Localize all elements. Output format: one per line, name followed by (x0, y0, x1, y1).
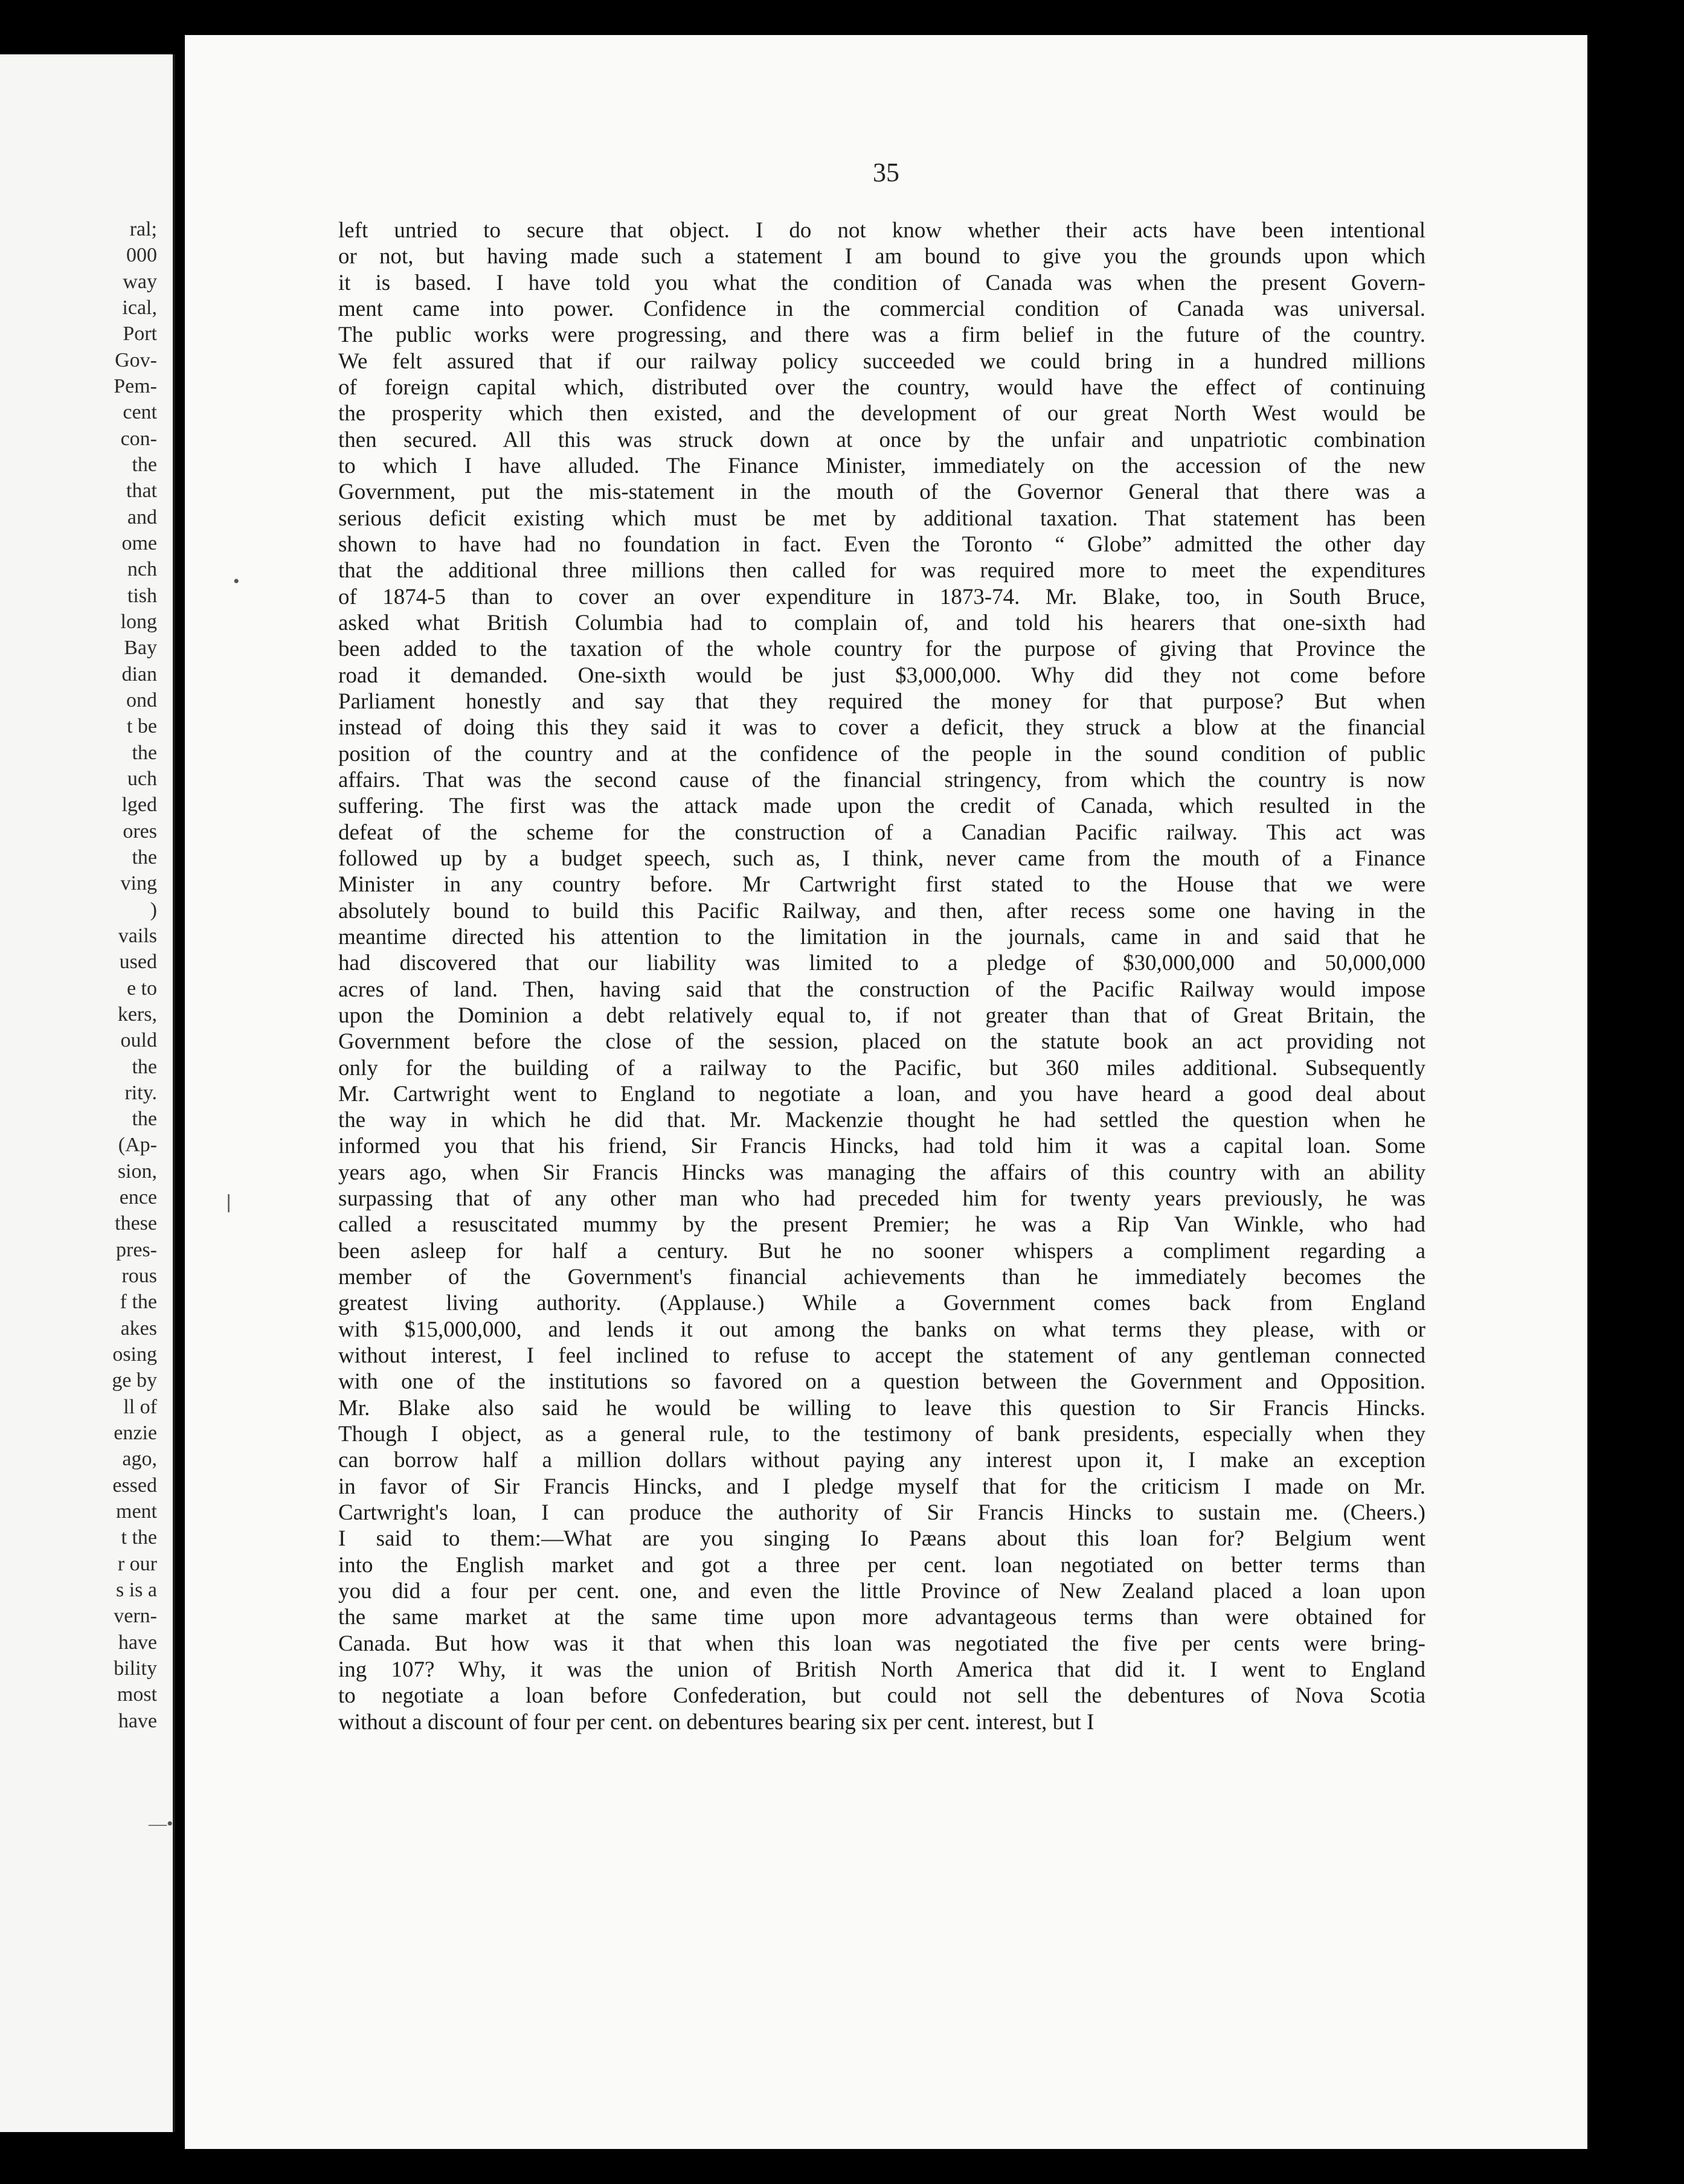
text-line: or not, but having made such a statement I am bound to give you the grounds upon which (338, 244, 1425, 269)
margin-fragment: Pem- (114, 374, 157, 397)
margin-fragment: way (123, 270, 157, 293)
margin-fragment: nch (127, 558, 157, 581)
text-line: ment came into power. Confidence in the commercial condition of Canada was universal. (338, 296, 1425, 321)
margin-mark: —• (149, 1814, 173, 1834)
margin-fragment: rity. (124, 1081, 157, 1104)
margin-fragment: ) (150, 898, 157, 921)
text-line: you did a four per cent. one, and even the little Province of New Zealand placed a loan upon (338, 1579, 1425, 1604)
text-line: Government before the close of the session, placed on the statute book an act providing not (338, 1029, 1425, 1055)
margin-fragment: ving (120, 872, 157, 895)
margin-fragment: 000 (126, 244, 157, 267)
text-line: with one of the institutions so favored on a question between the Government and Opposition. (338, 1369, 1425, 1395)
text-line: been added to the taxation of the whole country for the purpose of giving that Province the (338, 637, 1425, 662)
text-line: without a discount of four per cent. on debentures bearing six per cent. interest, but I (338, 1709, 1094, 1735)
text-line: Canada. But how was it that when this loan was negotiated the five per cents were bring- (338, 1631, 1425, 1656)
margin-fragment: ral; (129, 218, 157, 240)
margin-fragment: kers, (117, 1003, 157, 1026)
text-line: upon the Dominion a debt relatively equal to, if not greater than that of Great Britain, the (338, 1003, 1425, 1028)
margin-fragment: ome (121, 532, 157, 554)
margin-fragment: f the (120, 1291, 157, 1314)
text-line: affairs. That was the second cause of the financial stringency, from which the country is now (338, 767, 1425, 792)
margin-fragment: long (120, 610, 157, 633)
margin-fragment: used (119, 951, 157, 974)
text-line: I said to them:—What are you singing Io Pæans about this loan for? Belgium went (338, 1526, 1425, 1552)
margin-fragment: Bay (124, 637, 157, 660)
text-line: The public works were progressing, and there was a firm belief in the future of the country. (338, 323, 1425, 348)
main-page (149, 35, 1587, 2149)
margin-fragment: rous (121, 1265, 157, 1288)
text-line: followed up by a budget speech, such as, I think, never came from the mouth of a Finance (338, 846, 1425, 871)
margin-fragment: these (115, 1212, 157, 1235)
text-line: the way in which he did that. Mr. Mackenzie thought he had settled the question when he (338, 1108, 1425, 1133)
text-line: into the English market and got a three per cent. loan negotiated on better terms than (338, 1552, 1425, 1578)
text-line: shown to have had no foundation in fact. Even the Toronto “ Globe” admitted the other day (338, 532, 1425, 557)
margin-fragment: Gov- (115, 348, 157, 371)
left-margin-fragments (24, 216, 157, 1734)
margin-fragment: lged (121, 794, 157, 817)
text-line: to which I have alluded. The Finance Minister, immediately on the accession of the new (338, 453, 1425, 478)
margin-fragment: r our (117, 1552, 157, 1575)
text-line: without interest, I feel inclined to refuse to accept the statement of any gentleman connected (338, 1343, 1425, 1369)
margin-fragment: t the (121, 1526, 157, 1549)
margin-fragment: have (118, 1709, 157, 1732)
text-line: road it demanded. One-sixth would be just $3,000,000. Why did they not come before (338, 663, 1425, 688)
margin-fragment: t be (126, 715, 157, 738)
margin-fragment: cent (123, 401, 157, 424)
margin-fragment: Port (123, 323, 157, 345)
text-line: informed you that his friend, Sir Francis Hincks, had told him it was a capital loan. Some (338, 1134, 1425, 1159)
margin-fragment: akes (120, 1317, 157, 1340)
text-line: of foreign capital which, distributed over the country, would have the effect of continuing (338, 374, 1425, 400)
text-line: called a resuscitated mummy by the present Premier; he was a Rip Van Winkle, who had (338, 1212, 1425, 1238)
margin-fragment: most (117, 1683, 157, 1706)
margin-fragment: s is a (116, 1579, 157, 1602)
text-line: only for the building of a railway to the Pacific, but 360 miles additional. Subsequently (338, 1055, 1425, 1081)
text-line: to negotiate a loan before Confederation, but could not sell the debentures of Nova Scotia (338, 1683, 1425, 1709)
text-line: serious deficit existing which must be met by additional taxation. That statement has been (338, 506, 1425, 531)
margin-mark: ❘ (221, 1192, 237, 1212)
text-line: ing 107? Why, it was the union of British North America that did it. I went to England (338, 1657, 1425, 1683)
margin-fragment: con- (120, 427, 157, 450)
margin-fragment: essed (112, 1474, 157, 1497)
text-line: had discovered that our liability was limited to a pledge of $30,000,000 and 50,000,000 (338, 951, 1425, 976)
page-number: 35 (873, 158, 899, 187)
text-line: Though I object, as a general rule, to the testimony of bank presidents, especially when they (338, 1422, 1425, 1447)
margin-fragment: the (132, 741, 157, 764)
text-line: years ago, when Sir Francis Hincks was managing the affairs of this country with an ability (338, 1160, 1425, 1185)
text-line: it is based. I have told you what the condition of Canada was when the present Govern- (338, 270, 1425, 295)
margin-fragment: bility (114, 1657, 157, 1680)
text-line: then secured. All this was struck down at once by the unfair and unpatriotic combination (338, 427, 1425, 452)
text-line: the same market at the same time upon more advantageous terms than were obtained for (338, 1605, 1425, 1630)
margin-fragment: tish (127, 584, 157, 607)
text-line: position of the country and at the confidence of the people in the sound condition of public (338, 741, 1425, 766)
margin-fragment: sion, (117, 1160, 157, 1183)
text-line: with $15,000,000, and lends it out among the banks on what terms they please, with or (338, 1317, 1425, 1342)
text-line: acres of land. Then, having said that the construction of the Pacific Railway would impose (338, 977, 1425, 1002)
text-line: greatest living authority. (Applause.) While a Government comes back from England (338, 1291, 1425, 1316)
text-line: We felt assured that if our railway policy succeeded we could bring in a hundred millions (338, 348, 1425, 374)
text-line: Parliament honestly and say that they required the money for that purpose? But when (338, 689, 1425, 714)
text-line: Minister in any country before. Mr Cartwright first stated to the House that we were (338, 872, 1425, 898)
margin-fragment: the (132, 1108, 157, 1131)
margin-fragment: ment (116, 1500, 157, 1523)
margin-fragment: that (126, 480, 157, 503)
margin-fragment: the (132, 846, 157, 869)
margin-fragment: vern- (114, 1605, 157, 1628)
margin-fragment: dian (121, 663, 157, 686)
text-line: Mr. Blake also said he would be willing to leave this question to Sir Francis Hincks. (338, 1395, 1425, 1421)
margin-fragment: vails (118, 924, 157, 947)
text-line: instead of doing this they said it was to cover a deficit, they struck a blow at the financial (338, 715, 1425, 740)
margin-fragment: ence (119, 1186, 157, 1209)
text-line: asked what British Columbia had to complain of, and told his hearers that one-sixth had (338, 610, 1425, 635)
margin-fragment: ould (120, 1029, 157, 1052)
body-text (338, 217, 1425, 1735)
margin-fragment: uch (127, 767, 157, 790)
text-line: the prosperity which then existed, and the development of our great North West would be (338, 401, 1425, 426)
text-line: that the additional three millions then called for was required more to meet the expenditures (338, 558, 1425, 583)
text-line: Cartwright's loan, I can produce the authority of Sir Francis Hincks to sustain me. (Cheers.) (338, 1500, 1425, 1526)
margin-fragment: ago, (122, 1448, 157, 1471)
margin-fragment: e to (126, 977, 157, 1000)
text-line: can borrow half a million dollars without paying any interest upon it, I make an exception (338, 1448, 1425, 1473)
text-line: absolutely bound to build this Pacific Railway, and then, after recess some one having in the (338, 898, 1425, 923)
margin-fragment: enzie (114, 1422, 157, 1445)
text-line: of 1874-5 than to cover an over expenditure in 1873-74. Mr. Blake, too, in South Bruce, (338, 584, 1425, 609)
margin-fragment: have (118, 1631, 157, 1654)
text-line: left untried to secure that object. I do not know whether their acts have been intentional (338, 218, 1425, 243)
text-line: in favor of Sir Francis Hincks, and I pledge myself that for the criticism I made on Mr. (338, 1474, 1425, 1499)
margin-fragment: (Ap- (118, 1134, 157, 1157)
margin-fragment: ores (123, 820, 157, 843)
text-line: Government, put the mis-statement in the mouth of the Governor General that there was a (338, 480, 1425, 505)
margin-fragment: and (127, 506, 157, 528)
margin-fragment: ical, (122, 296, 157, 319)
text-line: defeat of the scheme for the construction of a Canadian Pacific railway. This act was (338, 820, 1425, 845)
margin-fragment: osing (112, 1343, 157, 1366)
margin-mark: • (233, 571, 240, 591)
text-line: member of the Government's financial achievements than he immediately becomes the (338, 1265, 1425, 1290)
margin-fragment: the (132, 1055, 157, 1078)
text-line: surpassing that of any other man who had preceded him for twenty years previously, he was (338, 1186, 1425, 1212)
text-line: Mr. Cartwright went to England to negotiate a loan, and you have heard a good deal about (338, 1081, 1425, 1106)
margin-fragment: ge by (112, 1369, 157, 1392)
margin-fragment: pres- (116, 1238, 157, 1261)
margin-fragment: ll of (123, 1395, 157, 1418)
margin-fragment: ond (126, 689, 157, 711)
text-line: suffering. The first was the attack made upon the credit of Canada, which resulted in the (338, 794, 1425, 819)
text-line: been asleep for half a century. But he no sooner whispers a compliment regarding a (338, 1238, 1425, 1264)
margin-fragment: the (132, 453, 157, 476)
text-line: meantime directed his attention to the limitation in the journals, came in and said that he (338, 924, 1425, 949)
